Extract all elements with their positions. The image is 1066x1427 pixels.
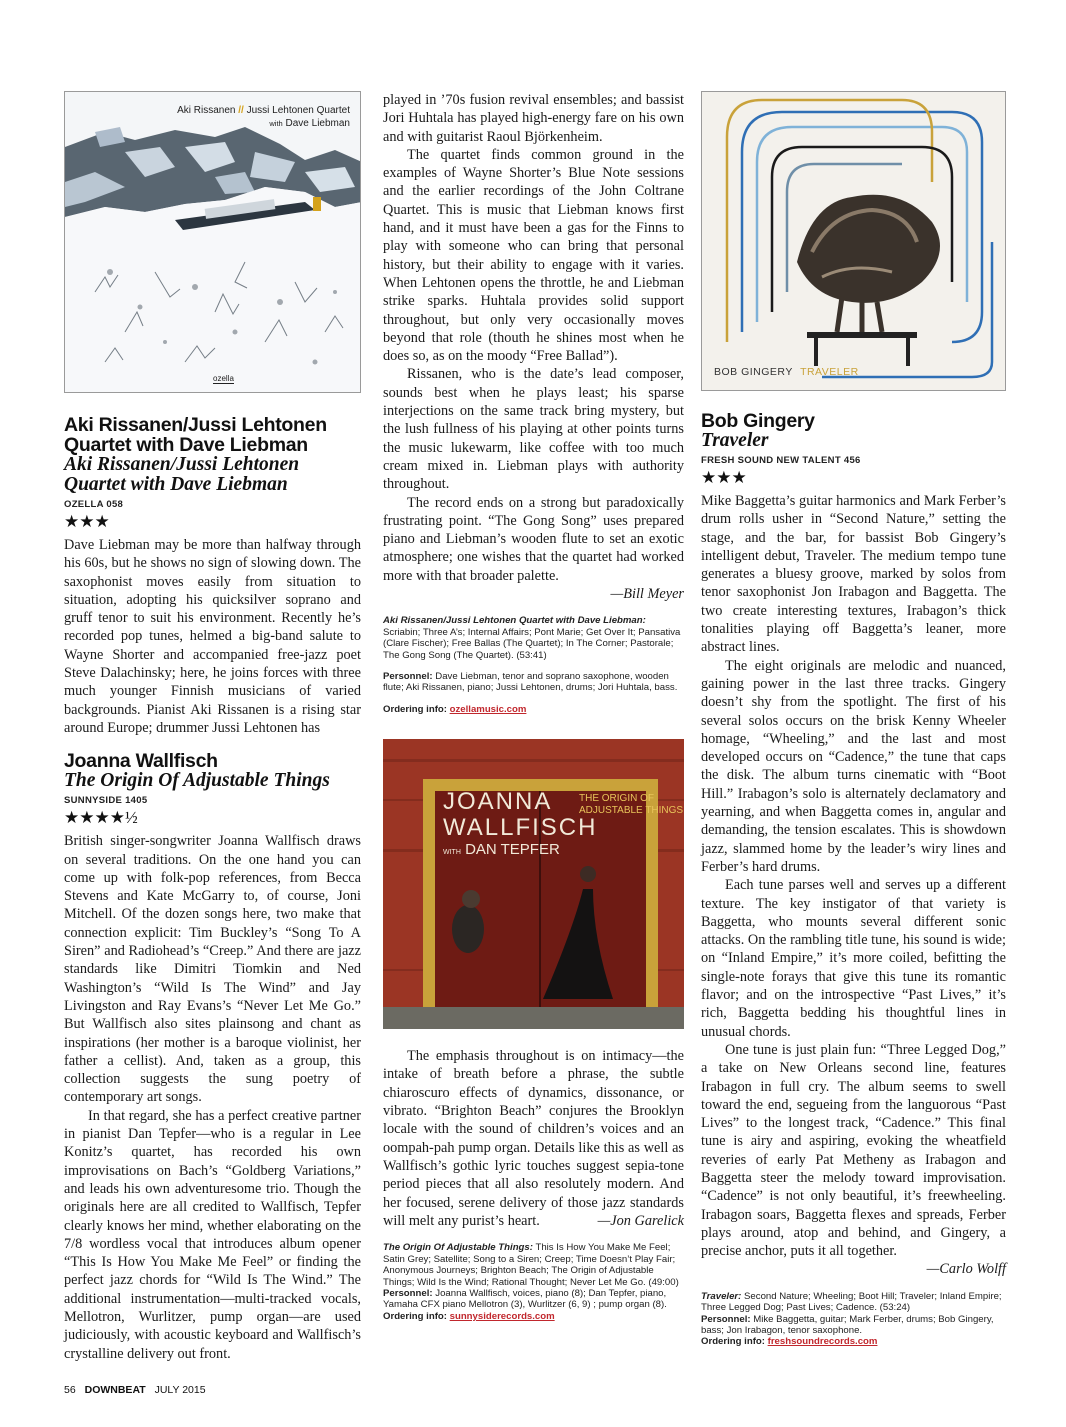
review-body-wallfisch-part1 — [64, 832, 361, 1363]
personnel-rissanen — [383, 671, 684, 694]
cover-guest: Dave Liebman — [285, 118, 350, 129]
tracklist-wallfisch — [383, 1242, 684, 1288]
reviewer-rissanen: —Bill Meyer — [610, 586, 684, 603]
ordering-label: Ordering info: — [383, 1310, 447, 1322]
reviewer-gingery: —Carlo Wolff — [926, 1261, 1006, 1278]
review-album-gingery: Traveler — [701, 430, 769, 451]
ordering-wallfisch — [383, 1311, 684, 1322]
cover-label-logo: ozella — [213, 374, 234, 383]
personnel-text: Dave Liebman, tenor and soprano saxophone, wooden flute; Aki Rissanen, piano; Jussi Lehtonen, drums; Jori Huhtala, bass. — [383, 670, 678, 694]
cover-title-2: ADJUSTABLE THINGS — [579, 805, 684, 817]
album-cover-art — [702, 92, 1006, 391]
star-rating-rissanen: ★★★ — [64, 512, 110, 531]
review-body-rissanen-part1 — [64, 536, 361, 737]
personnel-label: Personnel: — [383, 670, 433, 682]
album-cover-art — [383, 739, 684, 1029]
paragraph: The eight originals are melodic and nuanced, gaining power in the last three tracks. Gingery doesn’t shy from the spotlight. The first of his several solos occurs on the brisk Kenny Wheeler homage, “Wheeling,” and the last and most developed occurs on “Cadence,” the tune that caps the disk. The album turns cinematic with “Boot Hill.” Irabagon’s solo is alternately declamatory and yearning, and when Baggetta comes in, angular and demanding, the tension escalates. This is showdown jazz, slammed home by the leader’s wiry lines and Ferber’s hard drums. — [701, 657, 1006, 875]
paragraph: Rissanen, who is the date’s lead composer, sounds best when he plays least; his sparse interjections on the same track bring mystery, but the lush fullness of his playing at other points turns the music lukewarm, like coffee with too much cream mixed in. Liebman plays with authority throughout. — [383, 366, 684, 493]
magazine-name: DOWNBEAT — [84, 1384, 146, 1396]
cover-artist-2: Jussi Lehtonen Quartet — [246, 105, 350, 116]
paragraph: The emphasis throughout is on intimacy—the intake of breath before a phrase, the subtle chiaroscuro effects of dynamics, dissonance, or vibrato. “Brighton Beach” conjures the Brooklyn locale with the sound of children’s voices and an oompah-pah pump organ. Details like this as well as Wallfisch’s gothic lyric touches suggest sepia-tone period pieces that all also resolutely modern. And her focused, serene delivery of those jazz standards will melt any purist’s heart. — [383, 1048, 684, 1229]
tracklist-text: Second Nature; Wheeling; Boot Hill; Traveler; Inland Empire; Three Legged Dog; Past Lives; Cadence. (53:24) — [701, 1290, 1002, 1314]
issue-date: JULY 2015 — [154, 1384, 206, 1396]
album-cover-rissanen — [64, 91, 361, 393]
review-album-wallfisch: The Origin Of Adjustable Things — [64, 770, 330, 792]
tracklist-gingery — [701, 1291, 1006, 1314]
ordering-rissanen — [383, 704, 684, 715]
star-rating-wallfisch: ★★★★½ — [64, 808, 138, 828]
paragraph: Mike Baggetta’s guitar harmonics and Mark Ferber’s drum rolls usher in “Second Nature,” setting the stage, and the bar, for bassist Bob Gingery’s intelligent debut, Traveler. The medium tempo tune generates a bluesy groove, marked by solos from tenor saxophonist Jon Irabagon and Baggetta. The two create interesting textures, Irabagon’s thick tonalities playing off Baggetta’s leaner, more abstract lines. — [701, 493, 1006, 656]
ordering-label: Ordering info: — [701, 1336, 765, 1348]
personnel-label: Personnel: — [383, 1288, 433, 1300]
ordering-label: Ordering info: — [383, 703, 447, 715]
review-body-wallfisch-part2 — [383, 1047, 684, 1230]
ordering-link-ozella[interactable]: ozellamusic.com — [449, 703, 527, 715]
review-album-rissanen: Aki Rissanen/Jussi Lehtonen Quartet with Dave Liebman — [64, 454, 300, 495]
tracklist-text: Scriabin; Three A’s; Internal Affairs; Pont Marie; Get Over It; Pansativa (Clare Fischer); Free Ballas (The Quartet); In The Corner; Pastorale; The Gong Song (The Quartet). (53:41) — [383, 626, 681, 661]
cover-name-1: JOANNA — [443, 788, 553, 816]
paragraph: played in ’70s fusion revival ensembles; and bassist Jori Huhtala has played high-energy fare on his own and with guitarist Raoul Björkenheim. — [383, 92, 684, 145]
cover-name-2: WALLFISCH — [443, 814, 598, 842]
review-body-gingery — [701, 492, 1006, 1260]
review-body-rissanen-part2 — [383, 91, 684, 585]
column-3 — [701, 91, 1006, 1348]
column-2 — [383, 91, 684, 1322]
cover-with: with — [269, 119, 283, 128]
review-artist-wallfisch: Joanna Wallfisch — [64, 750, 218, 773]
personnel-wallfisch — [383, 1288, 684, 1311]
record-label-rissanen: OZELLA 058 — [64, 499, 124, 510]
record-label-gingery: FRESH SOUND NEW TALENT 456 — [701, 455, 861, 466]
cover-artist: BOB GINGERY — [714, 366, 793, 378]
ordering-link-sunnyside[interactable]: sunnysiderecords.com — [449, 1310, 555, 1322]
cover-guest: DAN TEPFER — [465, 841, 560, 859]
review-artist-gingery: Bob Gingery — [701, 410, 815, 432]
paragraph: One tune is just plain fun: “Three Legged Dog,” a take on New Orleans second line, features Irabagon in full cry. The album seems to swell toward the end, segueing from the languorous “Past Lives” to the longest track, “Cadence.” This final tune is airy and aspiring, evoking the wheatfield reveries of early Pat Metheny as Irabagon and Baggetta steer the melody toward improvisation. “Cadence” is not only beautiful, it’s freewheeling. Irabagon soars, Baggetta flexes and spreads, Ferber plays around, atop and behind, and Gingery, a precise anchor, puts it all together. — [701, 1041, 1006, 1260]
cover-separator: // — [238, 105, 244, 116]
tracklist-title: The Origin Of Adjustable Things: — [383, 1242, 533, 1254]
cover-with: WITH — [443, 849, 461, 857]
album-cover-gingery — [701, 91, 1006, 391]
tracklist-title: Traveler: — [701, 1290, 742, 1302]
reviewer-wallfisch: —Jon Garelick — [597, 1213, 684, 1230]
star-rating-gingery: ★★★ — [701, 468, 747, 487]
personnel-text: Mike Baggetta, guitar; Mark Ferber, drums; Bob Gingery, bass; Jon Irabagon, tenor saxophone. — [701, 1313, 994, 1336]
cover-title-1: THE ORIGIN OF — [579, 793, 654, 805]
paragraph: Dave Liebman may be more than halfway through his 60s, but he shows no sign of slowing down. The saxophonist moves easily from situation to situation, adopting his quicksilver soprano and gruff tenor to suit his environment. Recently he’s recorded pop tunes, helmed a big-band salute to Wayne Shorter and accompanied free-jazz poet Steve Dalachinsky; here, he joins forces with three much younger Finnish musicians of varied backgrounds. Pianist Aki Rissanen is a rising star around Europe; drummer Jussi Lehtonen has — [64, 537, 361, 736]
personnel-gingery — [701, 1314, 1006, 1337]
page-footer — [64, 1384, 206, 1396]
ordering-link-freshsound[interactable]: freshsoundrecords.com — [767, 1336, 878, 1348]
album-cover-art — [65, 92, 361, 393]
ordering-gingery — [701, 1336, 1006, 1347]
paragraph: The record ends on a strong but paradoxically frustrating point. “The Gong Song” uses prepared piano and Liebman’s wooden flute to set an exotic atmosphere; one wishes that the quartet had worked more with that broader palette. — [383, 494, 684, 584]
personnel-text: Joanna Wallfisch, voices, piano (8); Dan Tepfer, piano, Yamaha CFX piano Mellotron (3), Wurlitzer (6, 9) ; pump organ (8). — [383, 1288, 667, 1311]
cover-title: TRAVELER — [800, 366, 859, 378]
review-artist-rissanen: Aki Rissanen/Jussi Lehtonen Quartet with Dave Liebman — [64, 414, 327, 456]
personnel-label: Personnel: — [701, 1313, 751, 1325]
tracklist-text: This Is How You Make Me Feel; Satin Grey; Satellite; Song to a Siren; Creep; Time Doesn’t Play Fair; Anonymous Journeys; Brighton Beach; The Origin of Adjustable Things; Wild Is the Wind; Rational Thought; Never Let Me Go. (49:00) — [383, 1242, 679, 1288]
paragraph: British singer-songwriter Joanna Wallfisch draws on several traditions. On the one hand you can come up with folk-pop references, from Becca Stevens and Kate McGarry to, of course, Joni Mitchell. Of the dozen songs here, two make that connection explicit: Tim Buckley’s “Song To A Siren” and Radiohead’s “Creep.” And there are jazz standards like Dimitri Tiomkin and Ned Washington’s “Wild Is The Wind” and Jay Livingston and Ray Evans’s “Never Let Me Go.” But Wallfisch also sites plainsong and chant as inspirations (her mother is a baroque violinist, her father a cellist). And, taken as a group, this collection suggests the sung poetry of contemporary art songs. — [64, 833, 361, 1106]
record-label-wallfisch: SUNNYSIDE 1405 — [64, 795, 148, 807]
album-cover-wallfisch — [383, 739, 684, 1029]
page-number: 56 — [64, 1384, 76, 1396]
paragraph: In that regard, she has a perfect creative partner in pianist Dan Tepfer—who is a regular in Lee Konitz’s quartet, has recorded his own improvisations on Bach’s “Goldberg Variations,” and leads his own adventuresome trio. Though the originals here are all credited to Wallfisch, Tepfer clearly knows her mind, whether elaborating on the 7/8 wordless vocal that introduces album opener “This Is How You Make Me Feel” or finding the perfect jazz chords for “Wild Is The Wind.” The additional instrumentation—multi-tracked vocals, Mellotron, Wurlitzer, pump organ—are used judiciously, with acoustic keyboard and Wallfisch’s crystalline delivery out front. — [64, 1107, 361, 1362]
tracklist-title: Aki Rissanen/Jussi Lehtonen Quartet with Dave Liebman: — [383, 615, 646, 627]
paragraph: Each tune parses well and serves up a different texture. The key instigator of that variety is Baggetta, who mounts several different sonic attacks. On the rambling title tune, his sound is wide; on “Inland Empire,” it’s more coiled, befitting the single-note forays that give this tune its romantic flavor; and on the introspective “Past Lives,” it’s rich, Baggetta bedding his thoughtful lines in unusual chords. — [701, 877, 1006, 1040]
tracklist-rissanen — [383, 615, 684, 661]
cover-artist-1: Aki Rissanen — [177, 105, 236, 116]
paragraph: The quartet finds common ground in the examples of Wayne Shorter’s Blue Note sessions and the earlier recordings of the John Coltrane Quartet. This is music that Liebman knows first hand, and it must have been a gas for the Finns to play with someone who can bring that personal history, but their ability to engage with it varies. When Lehtonen opens the throttle, he and Liebman strike sparks. Huhtala provides solid support throughout, but only very occasionally moves beyond that role (thouth he shines most when he does so, as on the moody “Free Ballad”). — [383, 146, 684, 365]
column-1 — [64, 91, 361, 1363]
